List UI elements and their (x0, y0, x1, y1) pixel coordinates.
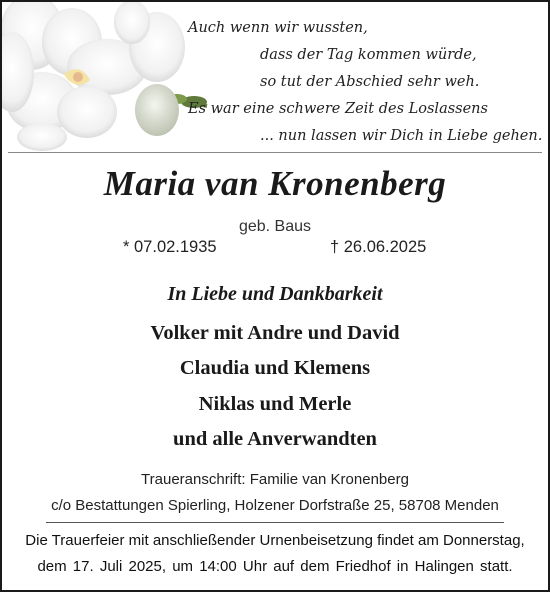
dedication: In Liebe und Dankbarkeit (167, 283, 383, 305)
poem-line: Es war eine schwere Zeit des Loslassens (188, 101, 488, 117)
poem-line: dass der Tag kommen würde, (260, 47, 477, 63)
poem-line: Auch wenn wir wussten, (188, 20, 368, 36)
death-date: † 26.06.2025 (330, 238, 427, 256)
family-line: Volker mit Andre und David (150, 322, 400, 344)
poem-line: so tut der Abschied sehr weh. (260, 74, 480, 90)
poem-line: ... nun lassen wir Dich in Liebe gehen. (260, 128, 543, 144)
service-info-line: Die Trauerfeier mit anschließender Urnenbeisetzung findet am Donnerstag, (25, 532, 525, 549)
poem (2, 2, 550, 152)
birth-date: * 07.02.1935 (123, 238, 217, 256)
born-name: geb. Baus (238, 218, 312, 235)
family-line: und alle Anverwandten (173, 428, 377, 450)
divider (46, 522, 504, 523)
family-line: Claudia und Klemens (179, 357, 371, 379)
address-line: Traueranschrift: Familie van Kronenberg (141, 471, 409, 488)
divider (8, 152, 542, 153)
deceased-name: Maria van Kronenberg (103, 164, 447, 203)
family-line: Niklas und Merle (198, 393, 352, 415)
service-info-line: dem 17. Juli 2025, um 14:00 Uhr auf dem Friedhof in Halingen statt. (37, 558, 513, 575)
address-line: c/o Bestattungen Spierling, Holzener Dorfstraße 25, 58708 Menden (51, 497, 499, 514)
